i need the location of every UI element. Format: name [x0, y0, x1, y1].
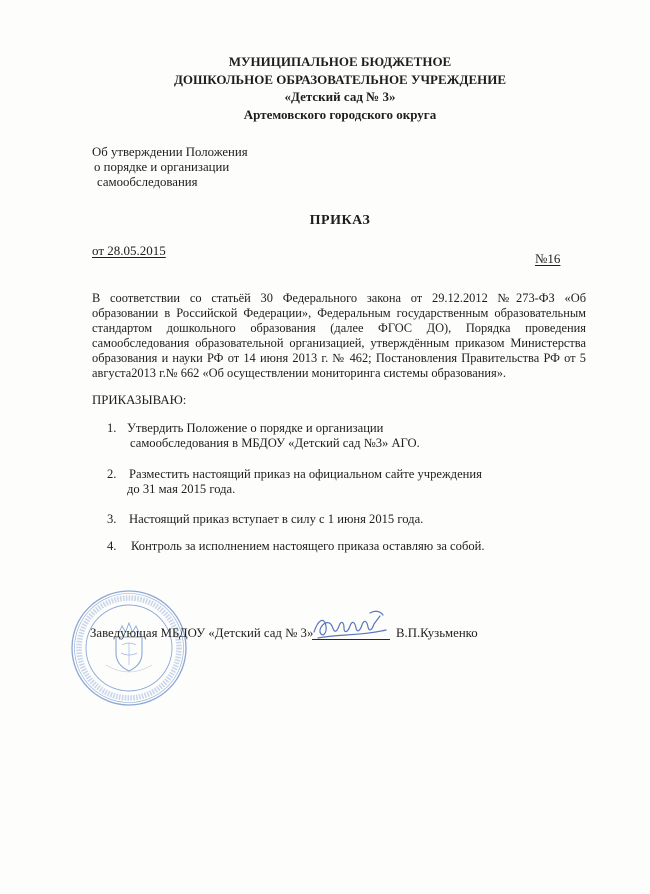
header-line-4: Артемовского городского округа: [243, 106, 437, 122]
handwritten-signature-icon: [310, 606, 392, 646]
round-seal-icon: [66, 587, 194, 711]
preamble-line: образовании в Российской Федерации», Федеральным государственным образовательным: [92, 306, 586, 320]
preamble-line: стандартом дошкольного образования (далее ФГОС ДО), Порядка проведения: [92, 321, 586, 335]
subject-line-3: самообследования: [97, 175, 198, 189]
header-line-1: МУНИЦИПАЛЬНОЕ БЮДЖЕТНОЕ: [228, 54, 452, 69]
order-subject: [92, 145, 248, 190]
signatory-position: Заведующая МБДОУ «Детский сад № 3»: [90, 626, 314, 640]
list-item-number: 2.: [107, 467, 117, 481]
list-item-text: до 31 мая 2015 года.: [127, 482, 236, 496]
preamble-line: В соответствии со статьёй 30 Федерального закона от 29.12.2012 №273-ФЗ «Об: [92, 291, 586, 305]
preamble-line: образования и науки РФ от 14 июня 2013 г. № 462; Постановления Правительства РФ от 5: [92, 351, 586, 365]
order-word: ПРИКАЗЫВАЮ:: [92, 393, 187, 407]
header-line-2: ДОШКОЛЬНОЕ ОБРАЗОВАТЕЛЬНОЕ УЧРЕЖДЕНИЕ: [173, 71, 507, 87]
header-line-3: «Детский сад № 3»: [284, 89, 396, 104]
preamble-line: самообследования образовательной организацией, утверждённым приказом Министерства: [92, 336, 586, 350]
order-date: от 28.05.2015: [92, 243, 166, 258]
signatory-name: В.П.Кузьменко: [396, 626, 478, 640]
list-item-text: Контроль за исполнением настоящего приказа оставляю за собой.: [131, 539, 485, 553]
preamble-paragraph: [92, 291, 586, 381]
document-title: ПРИКАЗ: [309, 213, 371, 228]
list-item-text: самообследования в МБДОУ «Детский сад №3» АГО.: [130, 436, 420, 450]
list-item-text: Разместить настоящий приказ на официальном сайте учреждения: [129, 467, 482, 481]
list-item-number: 3.: [107, 512, 117, 526]
list-item-number: 4.: [107, 539, 117, 553]
order-number: №16: [535, 251, 561, 266]
preamble-line: августа2013 г.№ 662 «Об осуществлении мониторинга системы образования».: [92, 366, 507, 380]
subject-line-1: Об утверждении Положения: [92, 145, 248, 159]
list-item-text: Настоящий приказ вступает в силу с 1 июня 2015 года.: [129, 512, 424, 526]
organization-header: [140, 53, 540, 123]
list-item-number: 1.: [107, 421, 117, 435]
subject-line-2: о порядке и организации: [94, 160, 230, 174]
list-item-text: Утвердить Положение о порядке и организации: [127, 421, 384, 435]
